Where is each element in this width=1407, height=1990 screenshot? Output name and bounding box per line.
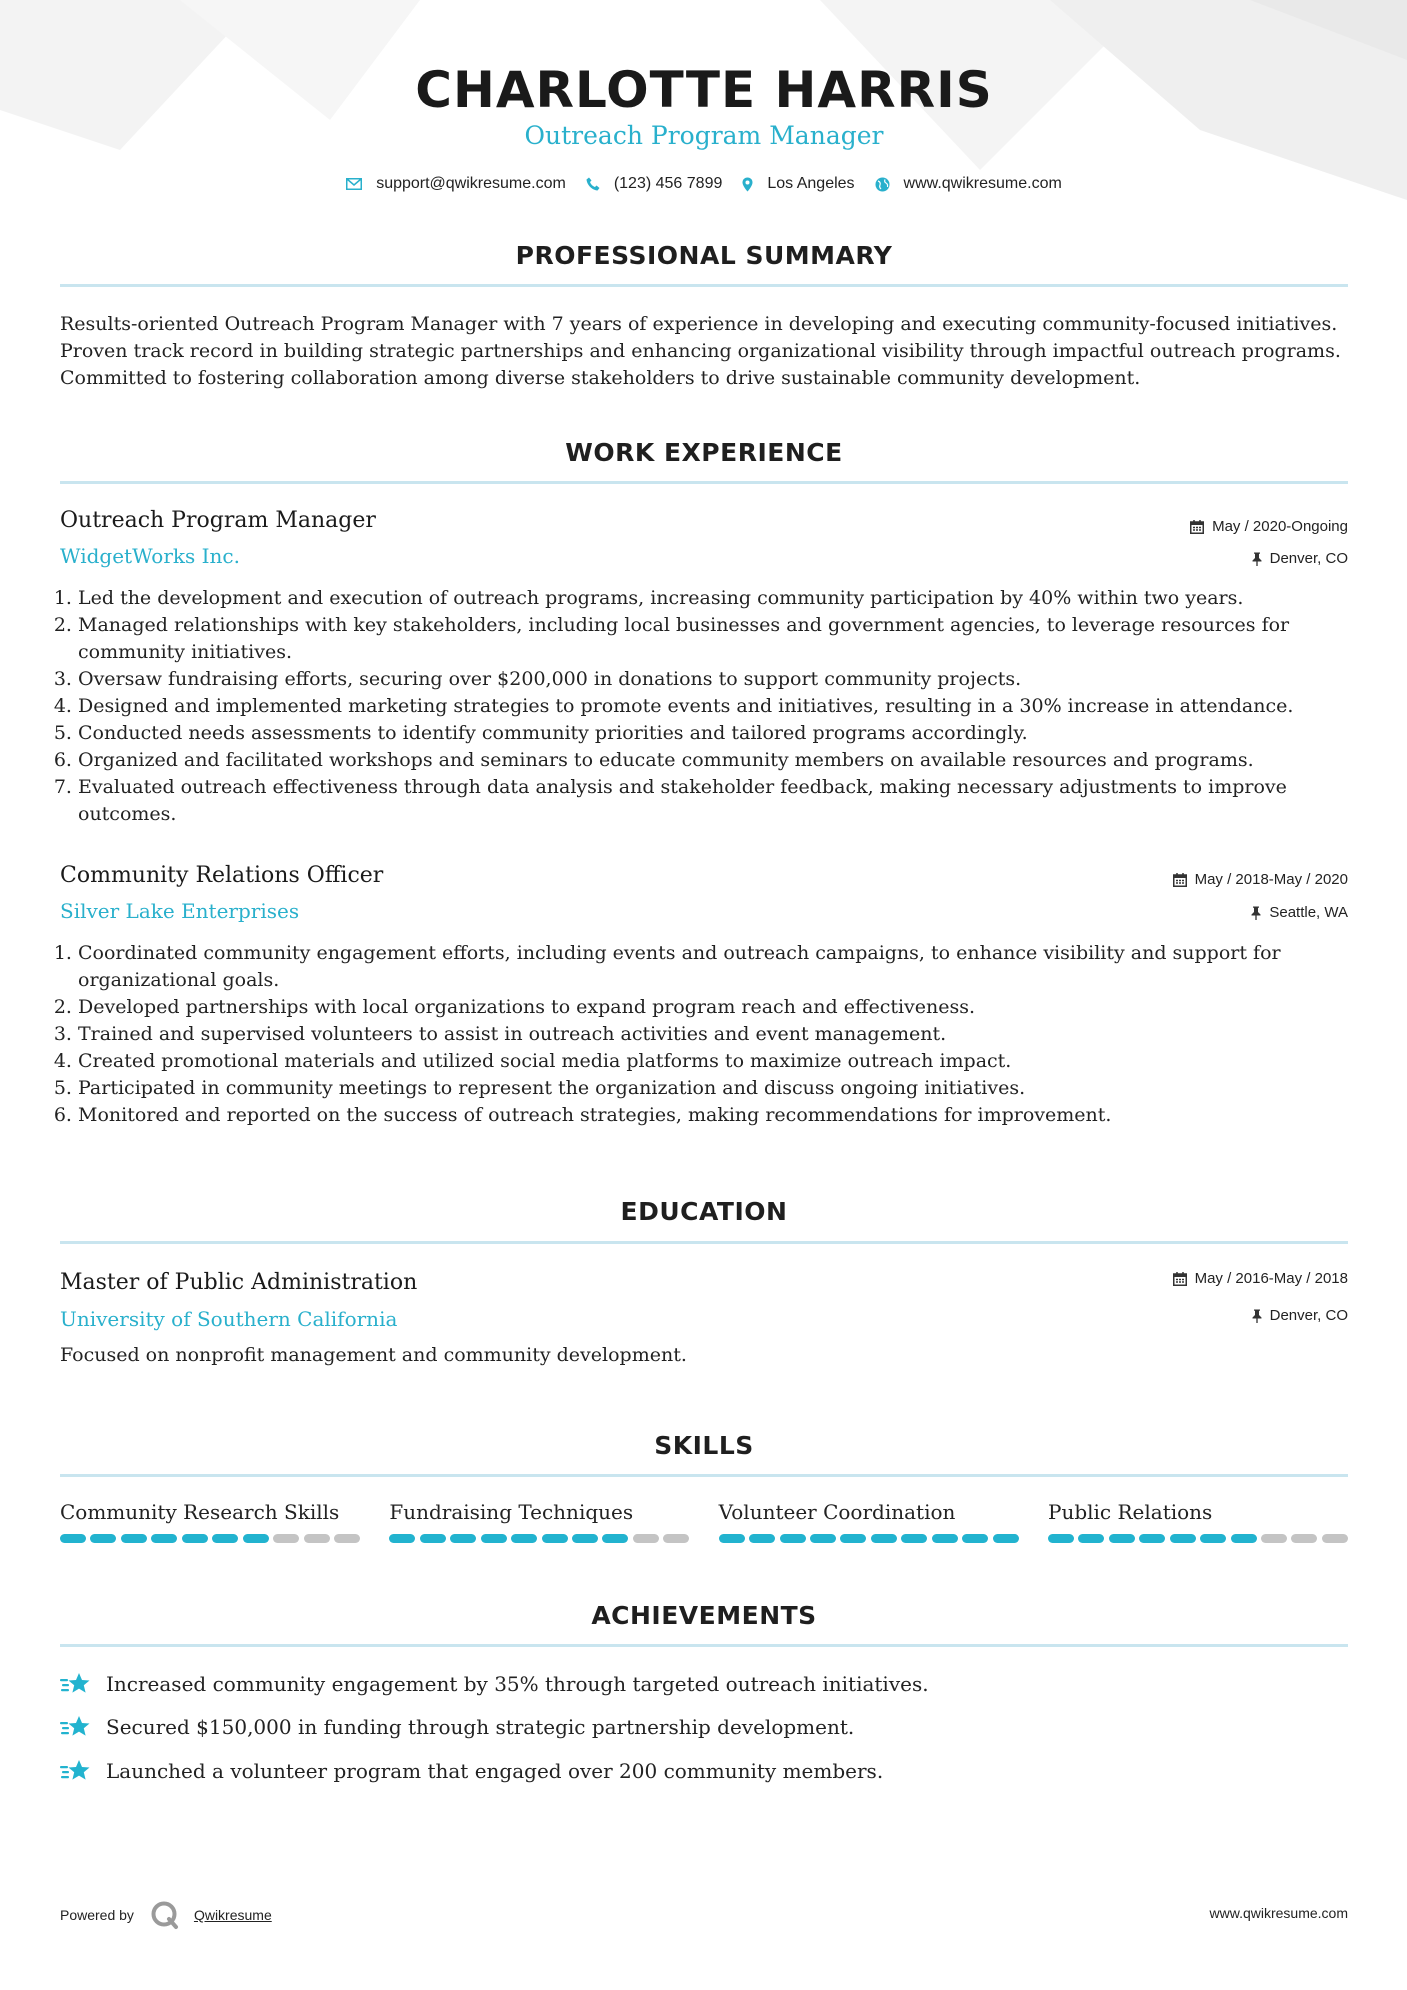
achievement-item	[60, 1757, 883, 1785]
summary-heading: PROFESSIONAL SUMMARY	[515, 241, 893, 270]
footer-website-link[interactable]: www.qwikresume.com	[1209, 1905, 1348, 1921]
skill-segment-filled	[212, 1534, 238, 1543]
list-item: 3. Oversaw fundraising efforts, securing over $200,000 in donations to support community projects.	[78, 666, 1366, 693]
job-responsibilities	[60, 940, 1366, 1129]
skill-segment-filled	[1048, 1534, 1074, 1543]
skills-list	[60, 1498, 1348, 1543]
skill-segment-filled	[151, 1534, 177, 1543]
contact-location-text: Los Angeles	[767, 175, 855, 192]
skill-segment-filled	[481, 1534, 507, 1543]
list-item: 6. Monitored and reported on the success of outreach strategies, making recommendations for improvement.	[78, 1102, 1366, 1129]
contact-email[interactable]	[346, 172, 566, 196]
skill-segment-filled	[719, 1534, 745, 1543]
skill-segment-empty	[1322, 1534, 1348, 1543]
achievements-heading: ACHIEVEMENTS	[591, 1601, 817, 1630]
skills-divider	[60, 1474, 1348, 1477]
skill-name: Public Relations	[1047, 1500, 1213, 1524]
skill-name: Fundraising Techniques	[389, 1500, 634, 1524]
education-heading: EDUCATION	[620, 1197, 788, 1226]
job-location	[1251, 902, 1348, 924]
school-name: University of Southern California	[60, 1307, 398, 1331]
skill-segment-filled	[810, 1534, 836, 1543]
phone-icon	[586, 177, 600, 191]
skill-segment-filled	[542, 1534, 568, 1543]
skill-segment-filled	[1170, 1534, 1196, 1543]
list-item: 4. Designed and implemented marketing strategies to promote events and initiatives, resulting in a 30% increase in attendance.	[78, 693, 1366, 720]
job-location-text: Seattle, WA	[1269, 904, 1348, 921]
job-dates	[1173, 869, 1348, 891]
job-company: Silver Lake Enterprises	[60, 899, 300, 923]
contact-location	[742, 172, 854, 196]
skill-segment-empty	[633, 1534, 659, 1543]
skill-item	[719, 1498, 1019, 1543]
list-item: 5. Participated in community meetings to represent the organization and discuss ongoing initiatives.	[78, 1075, 1366, 1102]
footer-powered-by	[60, 1900, 272, 1930]
skill-segment-filled	[243, 1534, 269, 1543]
education-location-text: Denver, CO	[1269, 1307, 1348, 1324]
skill-segment-filled	[1231, 1534, 1257, 1543]
list-item: 2. Managed relationships with key stakeholders, including local businesses and government agencies, to leverage resources for community initiatives.	[78, 612, 1366, 666]
skill-segment-filled	[511, 1534, 537, 1543]
skill-segment-filled	[90, 1534, 116, 1543]
list-item: 1. Coordinated community engagement efforts, including events and outreach campaigns, to enhance visibility and support for organizational goals.	[78, 940, 1366, 994]
contact-email-text: support@qwikresume.com	[376, 175, 566, 192]
contact-website-text: www.qwikresume.com	[903, 175, 1062, 192]
skill-level-bar	[719, 1534, 1019, 1543]
skill-segment-filled	[901, 1534, 927, 1543]
skill-segment-empty	[1291, 1534, 1317, 1543]
education-location	[1252, 1305, 1348, 1327]
skill-level-bar	[60, 1534, 360, 1543]
job-company: WidgetWorks Inc.	[60, 544, 240, 568]
skill-segment-filled	[420, 1534, 446, 1543]
skill-segment-filled	[749, 1534, 775, 1543]
envelope-icon	[346, 178, 362, 190]
skill-segment-filled	[182, 1534, 208, 1543]
achievement-text: Launched a volunteer program that engaged over 200 community members.	[106, 1759, 884, 1783]
summary-text: Results-oriented Outreach Program Manager with 7 years of experience in developing and executing community-focused initiatives. Proven track record in building strategic partnerships and enhancing organizational visibility through impactful outreach programs. Committed to fostering collaboration among diverse stakeholders to drive sustainable community development.	[60, 313, 1341, 389]
skill-segment-empty	[663, 1534, 689, 1543]
star-icon	[60, 1671, 92, 1697]
job-dates-text: May / 2018-May / 2020	[1194, 871, 1348, 888]
candidate-title: Outreach Program Manager	[524, 121, 884, 150]
pushpin-icon	[1252, 1309, 1262, 1323]
pushpin-icon	[1252, 552, 1262, 566]
summary-divider	[60, 284, 1348, 287]
skill-item	[389, 1498, 689, 1543]
experience-divider	[60, 481, 1348, 484]
skill-segment-filled	[602, 1534, 628, 1543]
achievement-text: Increased community engagement by 35% through targeted outreach initiatives.	[106, 1672, 929, 1696]
list-item: 1. Led the development and execution of outreach programs, increasing community participation by 40% within two years.	[78, 585, 1366, 612]
achievement-item	[60, 1670, 929, 1698]
contact-bar	[60, 172, 1348, 196]
candidate-name: CHARLOTTE HARRIS	[415, 61, 993, 119]
skill-segment-filled	[962, 1534, 988, 1543]
star-icon	[60, 1714, 92, 1740]
job-location-text: Denver, CO	[1269, 550, 1348, 567]
skill-name: Volunteer Coordination	[718, 1500, 956, 1524]
achievement-text: Secured $150,000 in funding through strategic partnership development.	[106, 1715, 855, 1739]
skill-segment-filled	[572, 1534, 598, 1543]
job-location	[1252, 548, 1348, 570]
skill-segment-filled	[993, 1534, 1019, 1543]
qwikresume-logo-icon	[150, 1900, 180, 1930]
skill-segment-filled	[840, 1534, 866, 1543]
skill-segment-filled	[1200, 1534, 1226, 1543]
skill-segment-filled	[60, 1534, 86, 1543]
skill-segment-filled	[871, 1534, 897, 1543]
experience-heading: WORK EXPERIENCE	[565, 438, 843, 467]
job-title: Outreach Program Manager	[60, 508, 376, 533]
job-dates-text: May / 2020-Ongoing	[1212, 518, 1348, 535]
list-item: 6. Organized and facilitated workshops and seminars to educate community members on available resources and programs.	[78, 747, 1366, 774]
calendar-icon	[1173, 873, 1187, 887]
skill-segment-filled	[121, 1534, 147, 1543]
skill-segment-empty	[1261, 1534, 1287, 1543]
skill-segment-filled	[450, 1534, 476, 1543]
skill-segment-filled	[1139, 1534, 1165, 1543]
skill-segment-empty	[304, 1534, 330, 1543]
skill-segment-filled	[389, 1534, 415, 1543]
skill-segment-filled	[932, 1534, 958, 1543]
star-icon	[60, 1758, 92, 1784]
skill-segment-filled	[1109, 1534, 1135, 1543]
skill-item	[1048, 1498, 1348, 1543]
qwikresume-link[interactable]: Qwikresume	[193, 1907, 272, 1923]
list-item: 5. Conducted needs assessments to identify community priorities and tailored programs accordingly.	[78, 720, 1366, 747]
education-description: Focused on nonprofit management and community development.	[60, 1344, 687, 1366]
skill-level-bar	[389, 1534, 689, 1543]
list-item: 3. Trained and supervised volunteers to assist in outreach activities and event management.	[78, 1021, 1366, 1048]
map-pin-icon	[742, 177, 753, 192]
powered-by-label: Powered by	[60, 1907, 134, 1923]
achievement-item	[60, 1713, 854, 1741]
skill-item	[60, 1498, 360, 1543]
achievements-divider	[60, 1644, 1348, 1647]
skill-segment-empty	[273, 1534, 299, 1543]
skills-heading: SKILLS	[654, 1431, 754, 1460]
contact-phone[interactable]	[586, 172, 723, 196]
education-dates	[1173, 1268, 1348, 1290]
skill-segment-filled	[780, 1534, 806, 1543]
degree-title: Master of Public Administration	[60, 1270, 418, 1295]
list-item: 4. Created promotional materials and utilized social media platforms to maximize outreach impact.	[78, 1048, 1366, 1075]
pushpin-icon	[1251, 906, 1261, 920]
job-title: Community Relations Officer	[60, 863, 384, 888]
list-item: 7. Evaluated outreach effectiveness through data analysis and stakeholder feedback, making necessary adjustments to improve outcomes.	[78, 774, 1366, 828]
skill-name: Community Research Skills	[60, 1500, 340, 1524]
calendar-icon	[1190, 520, 1204, 534]
list-item: 2. Developed partnerships with local organizations to expand program reach and effectiveness.	[78, 994, 1366, 1021]
education-dates-text: May / 2016-May / 2018	[1194, 1270, 1348, 1287]
job-dates	[1190, 516, 1348, 538]
calendar-icon	[1173, 1272, 1187, 1286]
education-divider	[60, 1241, 1348, 1244]
skill-level-bar	[1048, 1534, 1348, 1543]
job-responsibilities	[60, 585, 1366, 828]
skill-segment-filled	[1078, 1534, 1104, 1543]
contact-website[interactable]	[875, 172, 1062, 196]
globe-icon	[875, 177, 890, 192]
contact-phone-text: (123) 456 7899	[613, 175, 723, 192]
skill-segment-empty	[334, 1534, 360, 1543]
